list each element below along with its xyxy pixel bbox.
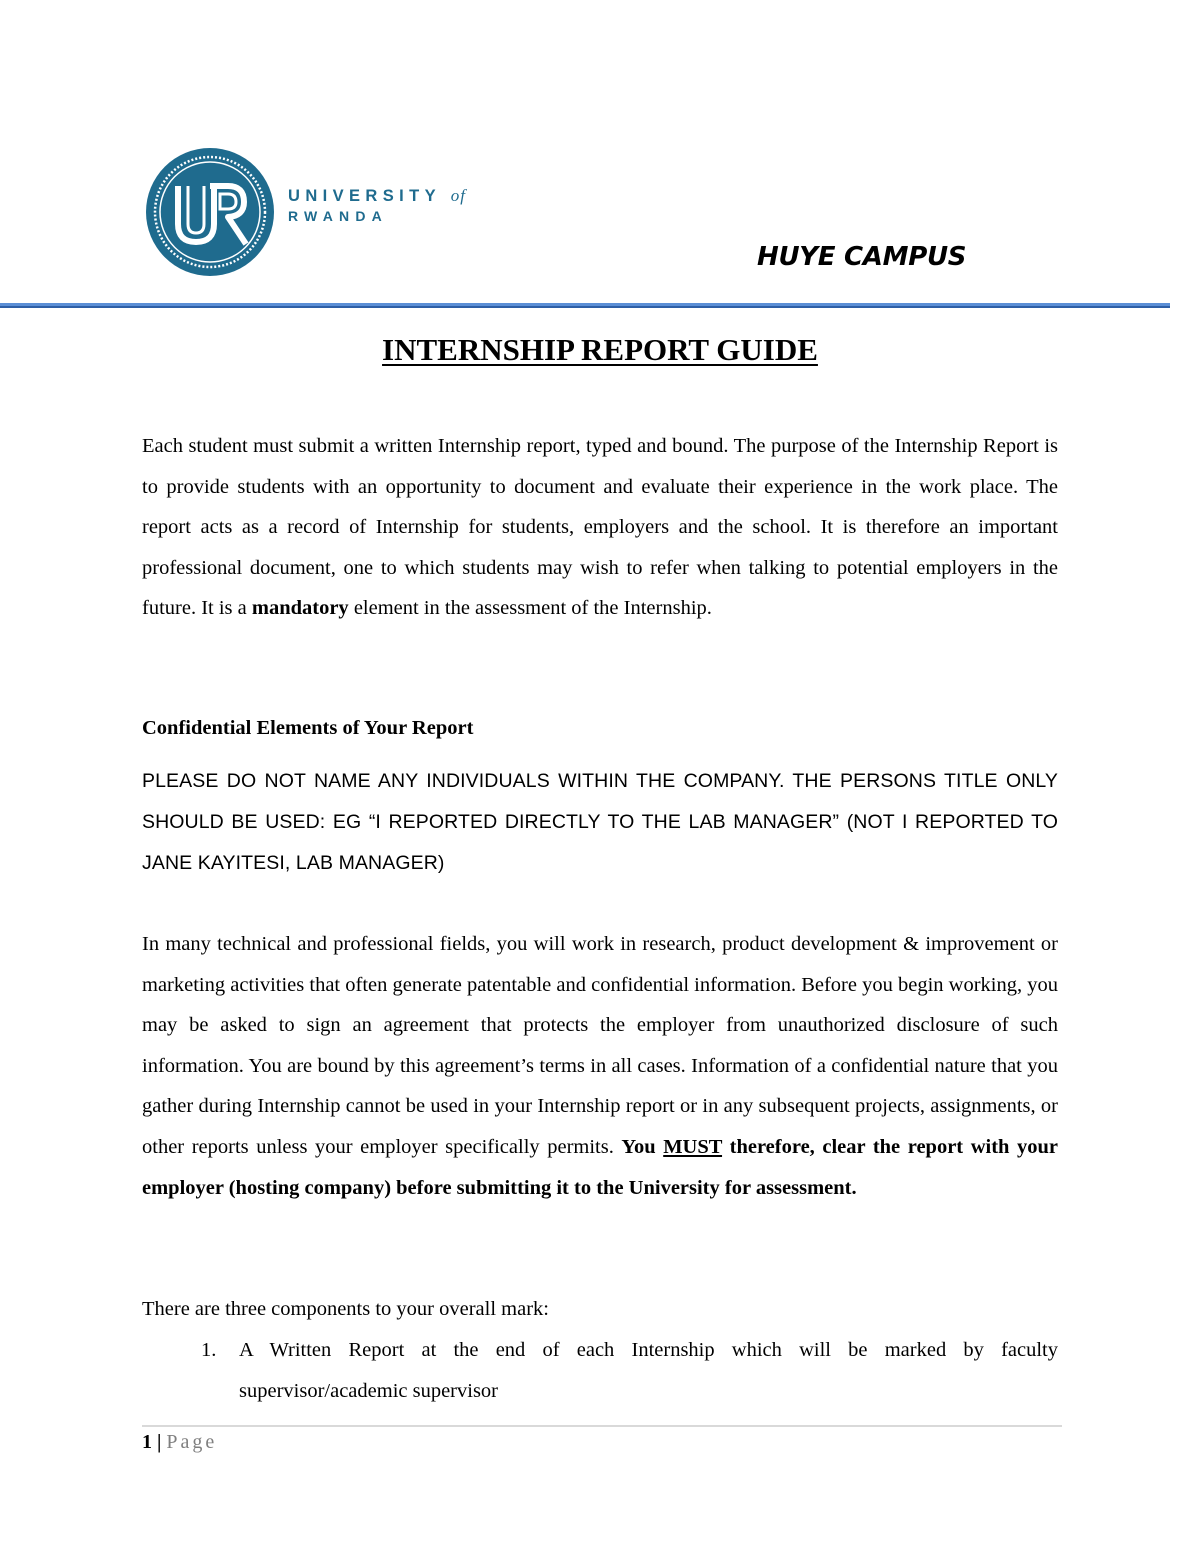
- components-list: [203, 1330, 1058, 1411]
- components-intro: There are three components to your overall mark:: [142, 1298, 549, 1320]
- university-logo: [144, 146, 276, 278]
- confidential-notice: PLEASE DO NOT NAME ANY INDIVIDUALS WITHIN THE COMPANY. THE PERSONS TITLE ONLY SHOULD BE USED: EG “I REPORTED DIRECTLY TO THE LAB MANAGER” (NOT I REPORTED TO JANE KAYITESI, LAB MANAGER): [142, 770, 1058, 874]
- list-item-number: 1.: [201, 1339, 217, 1361]
- list-item-text: A Written Report at the end of each Internship which will be marked by faculty supervisor/academic supervisor: [239, 1339, 1058, 1402]
- confidential-text: In many technical and professional fields, you will work in research, product development & improvement or marketing activities that often generate patentable and confidential information. Before you begin working, you may be asked to sign an agreement that protects the employer from unauthorized disclosure of such information. You are bound by this agreement’s terms in all cases. Information of a confidential nature that you gather during Internship cannot be used in your Internship report or in any subsequent projects, assignments, or other reports unless your employer specifically permits.: [142, 933, 1058, 1158]
- intro-text: Each student must submit a written Internship report, typed and bound. The purpose of the Internship Report is to provide students with an opportunity to document and evaluate their experience in the work place. The report acts as a record of Internship for students, employers and the school. It is therefore an important professional document, one to which students may wish to refer when talking to potential employers in the future. It is a: [142, 435, 1058, 620]
- emphasis-rest: therefore, clear the report with your employer (hosting company) before submitting it to the University for assessment.: [142, 1135, 1059, 1199]
- confidential-paragraph: [142, 924, 1058, 1208]
- university-wordmark: [288, 186, 466, 224]
- ur-seal-icon: [144, 146, 276, 278]
- emphasis-you: You: [621, 1135, 664, 1158]
- document-title: [0, 332, 1200, 368]
- page-separator: |: [157, 1431, 162, 1453]
- header-rule-dark: [0, 306, 1170, 308]
- footer-rule: [142, 1425, 1062, 1427]
- confidential-heading: Confidential Elements of Your Report: [142, 717, 474, 739]
- wordmark-of: of: [450, 186, 466, 205]
- list-item: [203, 1330, 1058, 1411]
- document-title-text: INTERNSHIP REPORT GUIDE: [382, 332, 818, 367]
- campus-name: HUYE CAMPUS: [757, 242, 967, 272]
- wordmark-rwanda: RWANDA: [288, 208, 388, 224]
- intro-text-end: element in the assessment of the Internship.: [348, 597, 712, 620]
- intro-paragraph: [142, 426, 1058, 629]
- emphasis-must: MUST: [663, 1135, 723, 1158]
- page-number: 1: [142, 1431, 152, 1453]
- wordmark-university: UNIVERSITY: [288, 187, 441, 205]
- intro-bold-word: mandatory: [251, 597, 349, 620]
- page-word: Page: [166, 1431, 218, 1453]
- wordmark-line1: [288, 186, 466, 206]
- page-footer: [142, 1431, 217, 1454]
